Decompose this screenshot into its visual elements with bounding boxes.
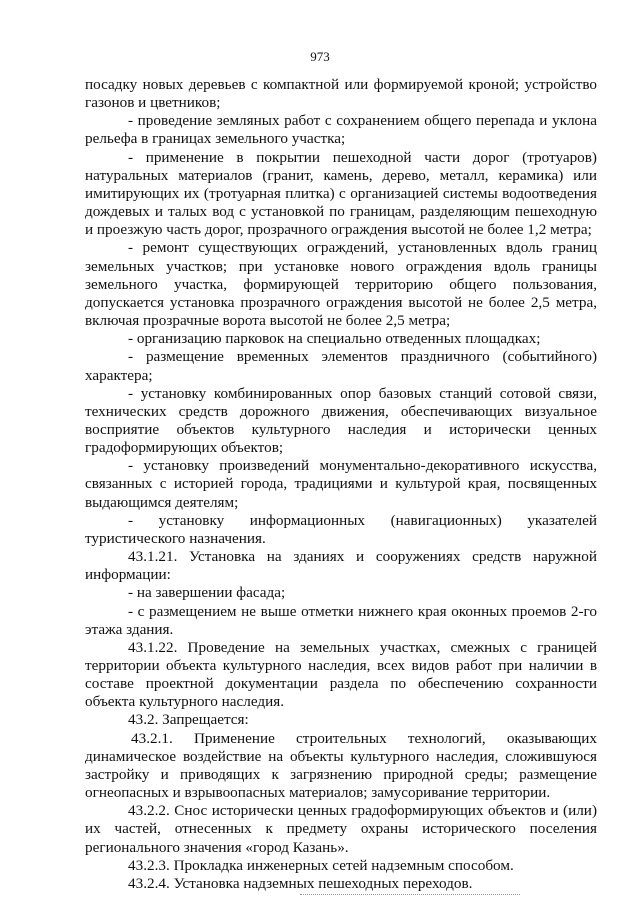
paragraph: - проведение земляных работ с сохранением общего перепада и уклона рельефа в границах земельного участка; bbox=[85, 112, 597, 148]
paragraph: - размещение временных элементов праздничного (событийного) характера; bbox=[85, 348, 597, 384]
paragraph: - установку информационных (навигационных) указателей туристического назначения. bbox=[85, 511, 597, 547]
paragraph: - с размещением не выше отметки нижнего края оконных проемов 2-го этажа здания. bbox=[85, 602, 597, 638]
paragraph: 43.1.22. Проведение на земельных участках, смежных с границей территории объекта культурного наследия, всех видов работ при наличии в составе проектной документации раздела по обеспечению сохранности объекта культурного наследия. bbox=[85, 638, 597, 711]
scan-edge-mark bbox=[300, 894, 520, 895]
paragraph: посадку новых деревьев с компактной или формируемой кроной; устройство газонов и цветников; bbox=[85, 76, 597, 112]
paragraph: - на завершении фасада; bbox=[128, 584, 286, 602]
paragraph: 43.2.3. Прокладка инженерных сетей надземным способом. bbox=[128, 856, 514, 874]
paragraph: 43.2. Запрещается: bbox=[128, 711, 249, 729]
paragraph: 43.1.21. Установка на зданиях и сооружениях средств наружной информации: bbox=[85, 548, 597, 584]
document-body bbox=[85, 76, 597, 893]
paragraph: - применение в покрытии пешеходной части дорог (тротуаров) натуральных материалов (гранит, камень, дерево, металл, керамика) или имитирующих их (тротуарная плитка) с организацией системы водоотведения дождевых и талых вод с установкой по границам, разделяющим пешеходную и проезжую часть дорог, прозрачного ограждения высотой не более 1,2 метра; bbox=[85, 148, 597, 239]
paragraph: 43.2.2. Снос исторически ценных градоформирующих объектов и (или) их частей, отнесенных к предмету охраны исторического поселения регионального значения «город Казань». bbox=[85, 802, 597, 856]
paragraph: - ремонт существующих ограждений, установленных вдоль границ земельных участков; при установке нового ограждения вдоль границы земельного участка, формирующей территорию общего пользования, допускается установка прозрачного ограждения высотой не более 2,5 метра, включая прозрачные ворота высотой не более 2,5 метра; bbox=[85, 239, 597, 330]
paragraph: 43.2.1. Применение строительных технологий, оказывающих динамическое воздействие на объекты культурного наследия, сложившуюся застройку и приводящих к загрязнению природной среды; размещение огнеопасных и взрывоопасных материалов; замусоривание территории. bbox=[85, 729, 597, 802]
paragraph: - организацию парковок на специально отведенных площадках; bbox=[128, 330, 541, 348]
paragraph: - установку комбинированных опор базовых станций сотовой связи, технических средств дорожного движения, обеспечивающих визуальное восприятие объектов культурного наследия и исторически ценных градоформирующих объектов; bbox=[85, 384, 597, 457]
paragraph: - установку произведений монументально-декоративного искусства, связанных с историей города, традициями и культурой края, посвященных выдающимся деятелям; bbox=[85, 457, 597, 511]
paragraph: 43.2.4. Установка надземных пешеходных переходов. bbox=[128, 874, 473, 892]
page-number: 973 bbox=[310, 49, 330, 64]
